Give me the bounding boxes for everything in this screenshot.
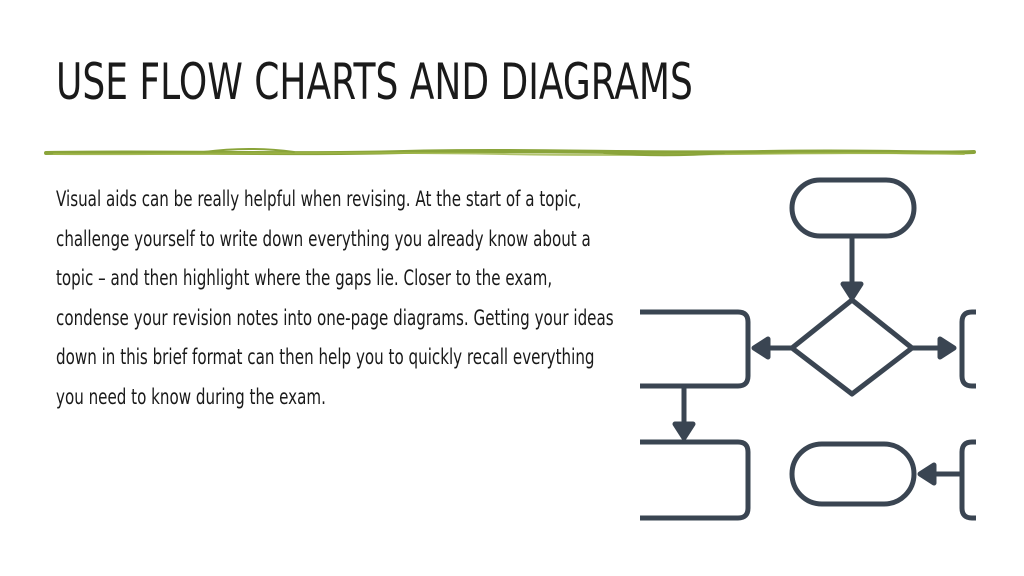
title-divider: [44, 143, 976, 163]
left-process-box-shape: [640, 312, 748, 386]
decision-diamond-shape: [792, 300, 912, 394]
slide-title: USE FLOW CHARTS AND DIAGRAMS: [56, 53, 693, 111]
right-process-box-shape: [962, 312, 976, 386]
bottom-right-process-box-shape: [962, 442, 976, 518]
start-terminator-shape: [792, 180, 914, 236]
bottom-left-process-box-shape: [640, 442, 748, 518]
end-terminator-shape: [792, 444, 914, 504]
flowchart-diagram-icon: [640, 172, 976, 524]
body-paragraph: Visual aids can be really helpful when revising. At the start of a topic, challenge yourself to write down everything you already know about a topic – and then highlight where the gaps lie. Closer to the exam, condense your revision notes into one-page diagrams. Getting your ideas down in this brief format can then help you to quickly recall everything you need to know during the exam.: [56, 187, 614, 409]
